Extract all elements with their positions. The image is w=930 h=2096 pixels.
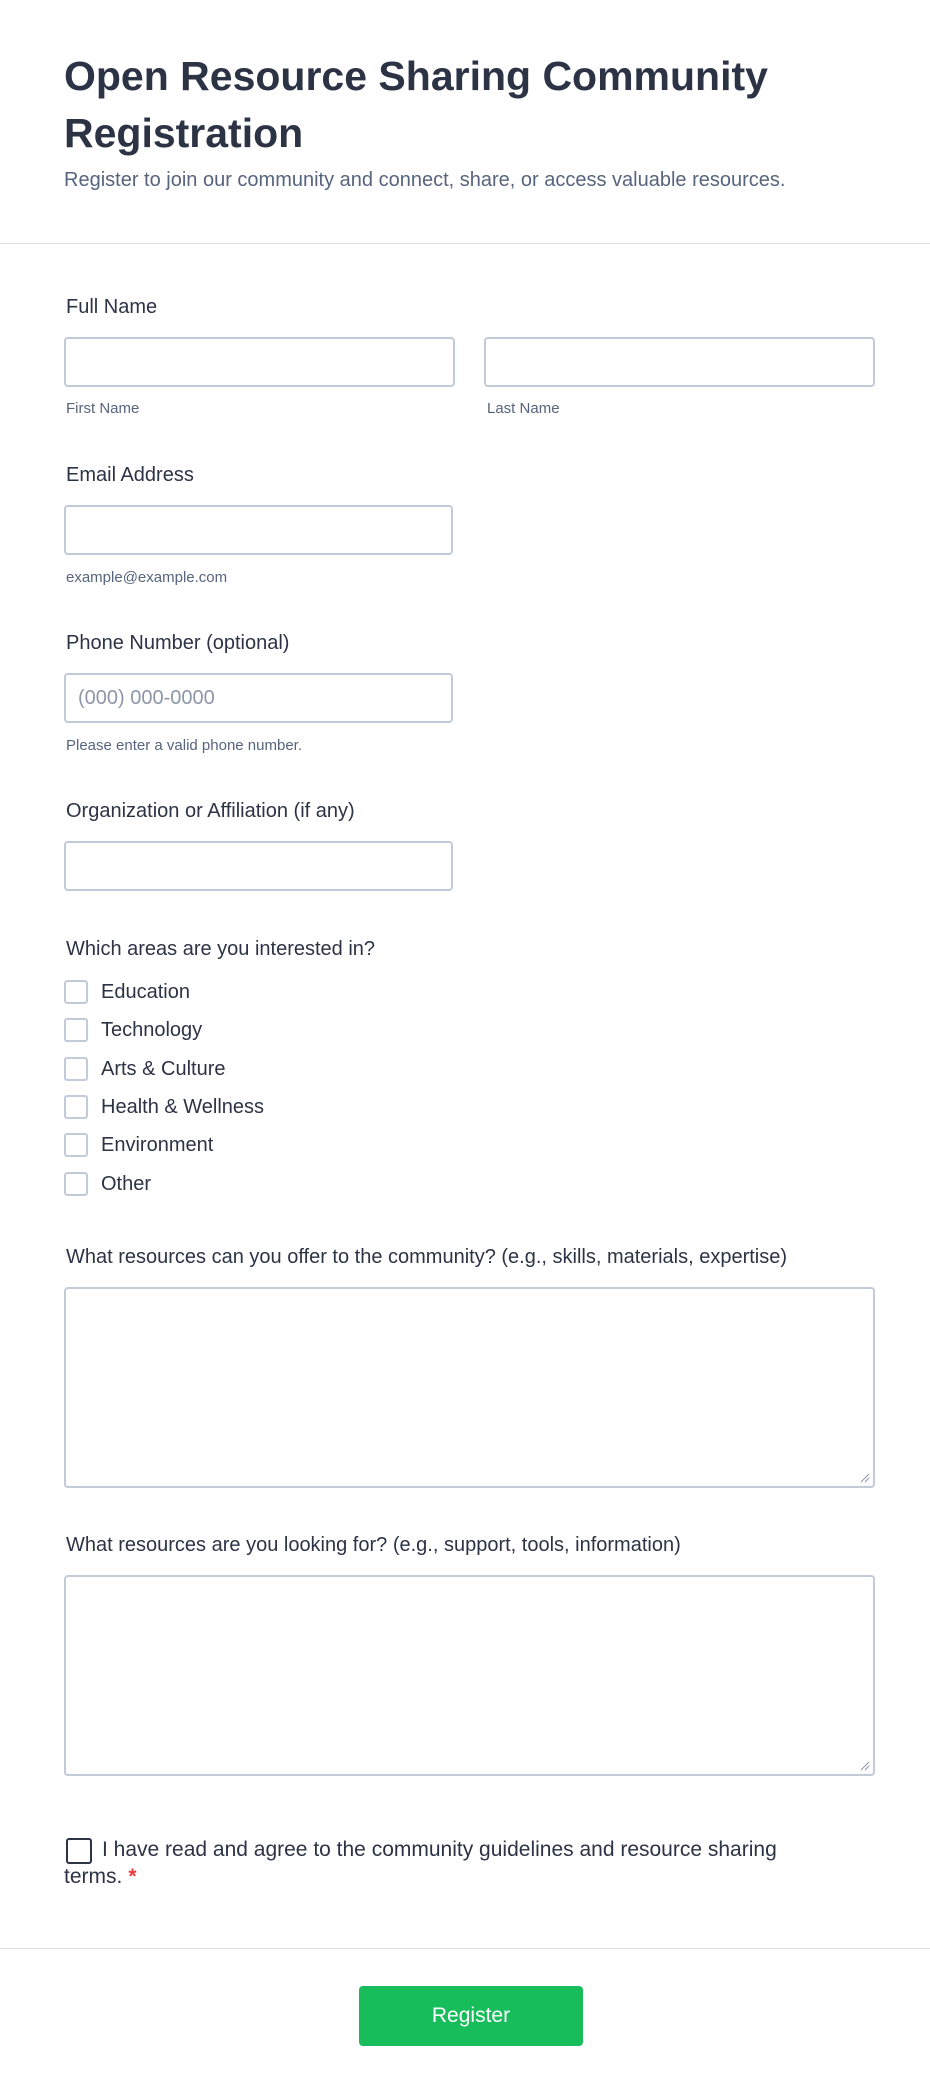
interest-option-label: Health & Wellness: [101, 1096, 265, 1118]
interest-option-technology[interactable]: [64, 1018, 364, 1044]
first-name-sublabel: First Name: [66, 400, 140, 417]
terms-checkbox[interactable]: [66, 1838, 92, 1864]
checkbox[interactable]: [64, 1095, 88, 1119]
interest-option-label: Other: [101, 1173, 152, 1195]
resize-handle-icon[interactable]: [860, 1761, 870, 1771]
interest-option-health-wellness[interactable]: [64, 1095, 364, 1121]
offer-textarea[interactable]: [64, 1287, 875, 1488]
email-input[interactable]: [64, 505, 453, 555]
interest-option-label: Environment: [101, 1134, 214, 1156]
required-star: *: [128, 1865, 137, 1888]
checkbox[interactable]: [64, 1018, 88, 1042]
interest-option-environment[interactable]: [64, 1133, 364, 1159]
email-label: Email Address: [66, 464, 194, 486]
interest-option-label: Arts & Culture: [101, 1058, 226, 1080]
interest-option-label: Education: [101, 981, 190, 1003]
checkbox[interactable]: [64, 1133, 88, 1157]
register-button[interactable]: Register: [359, 1986, 583, 2046]
looking-for-textarea[interactable]: [64, 1575, 875, 1776]
organization-input[interactable]: [64, 841, 453, 891]
looking-for-label: What resources are you looking for? (e.g., support, tools, information): [66, 1534, 681, 1556]
interest-option-label: Technology: [101, 1019, 203, 1041]
phone-input[interactable]: [64, 673, 453, 723]
interests-label: Which areas are you interested in?: [66, 938, 376, 960]
organization-label: Organization or Affiliation (if any): [66, 800, 355, 822]
phone-label: Phone Number (optional): [66, 632, 290, 654]
terms-label: I have read and agree to the community guidelines and resource sharing terms.: [64, 1838, 777, 1888]
offer-label: What resources can you offer to the community? (e.g., skills, materials, expertise): [66, 1246, 788, 1268]
email-sublabel: example@example.com: [66, 569, 228, 586]
interest-option-education[interactable]: [64, 980, 364, 1006]
first-name-input[interactable]: [64, 337, 455, 387]
page-title: Open Resource Sharing Community Registration: [64, 53, 768, 156]
last-name-sublabel: Last Name: [487, 400, 560, 417]
form-header: [0, 0, 930, 244]
checkbox[interactable]: [64, 1057, 88, 1081]
full-name-label: Full Name: [66, 296, 158, 318]
interest-option-arts-culture[interactable]: [64, 1057, 364, 1083]
checkbox[interactable]: [64, 1172, 88, 1196]
interest-option-other[interactable]: [64, 1172, 364, 1198]
last-name-input[interactable]: [484, 337, 875, 387]
terms-text: [64, 1836, 824, 1890]
resize-handle-icon[interactable]: [860, 1473, 870, 1483]
phone-sublabel: Please enter a valid phone number.: [66, 737, 302, 754]
checkbox[interactable]: [64, 980, 88, 1004]
page-subtitle: Register to join our community and connect, share, or access valuable resources.: [64, 169, 786, 191]
